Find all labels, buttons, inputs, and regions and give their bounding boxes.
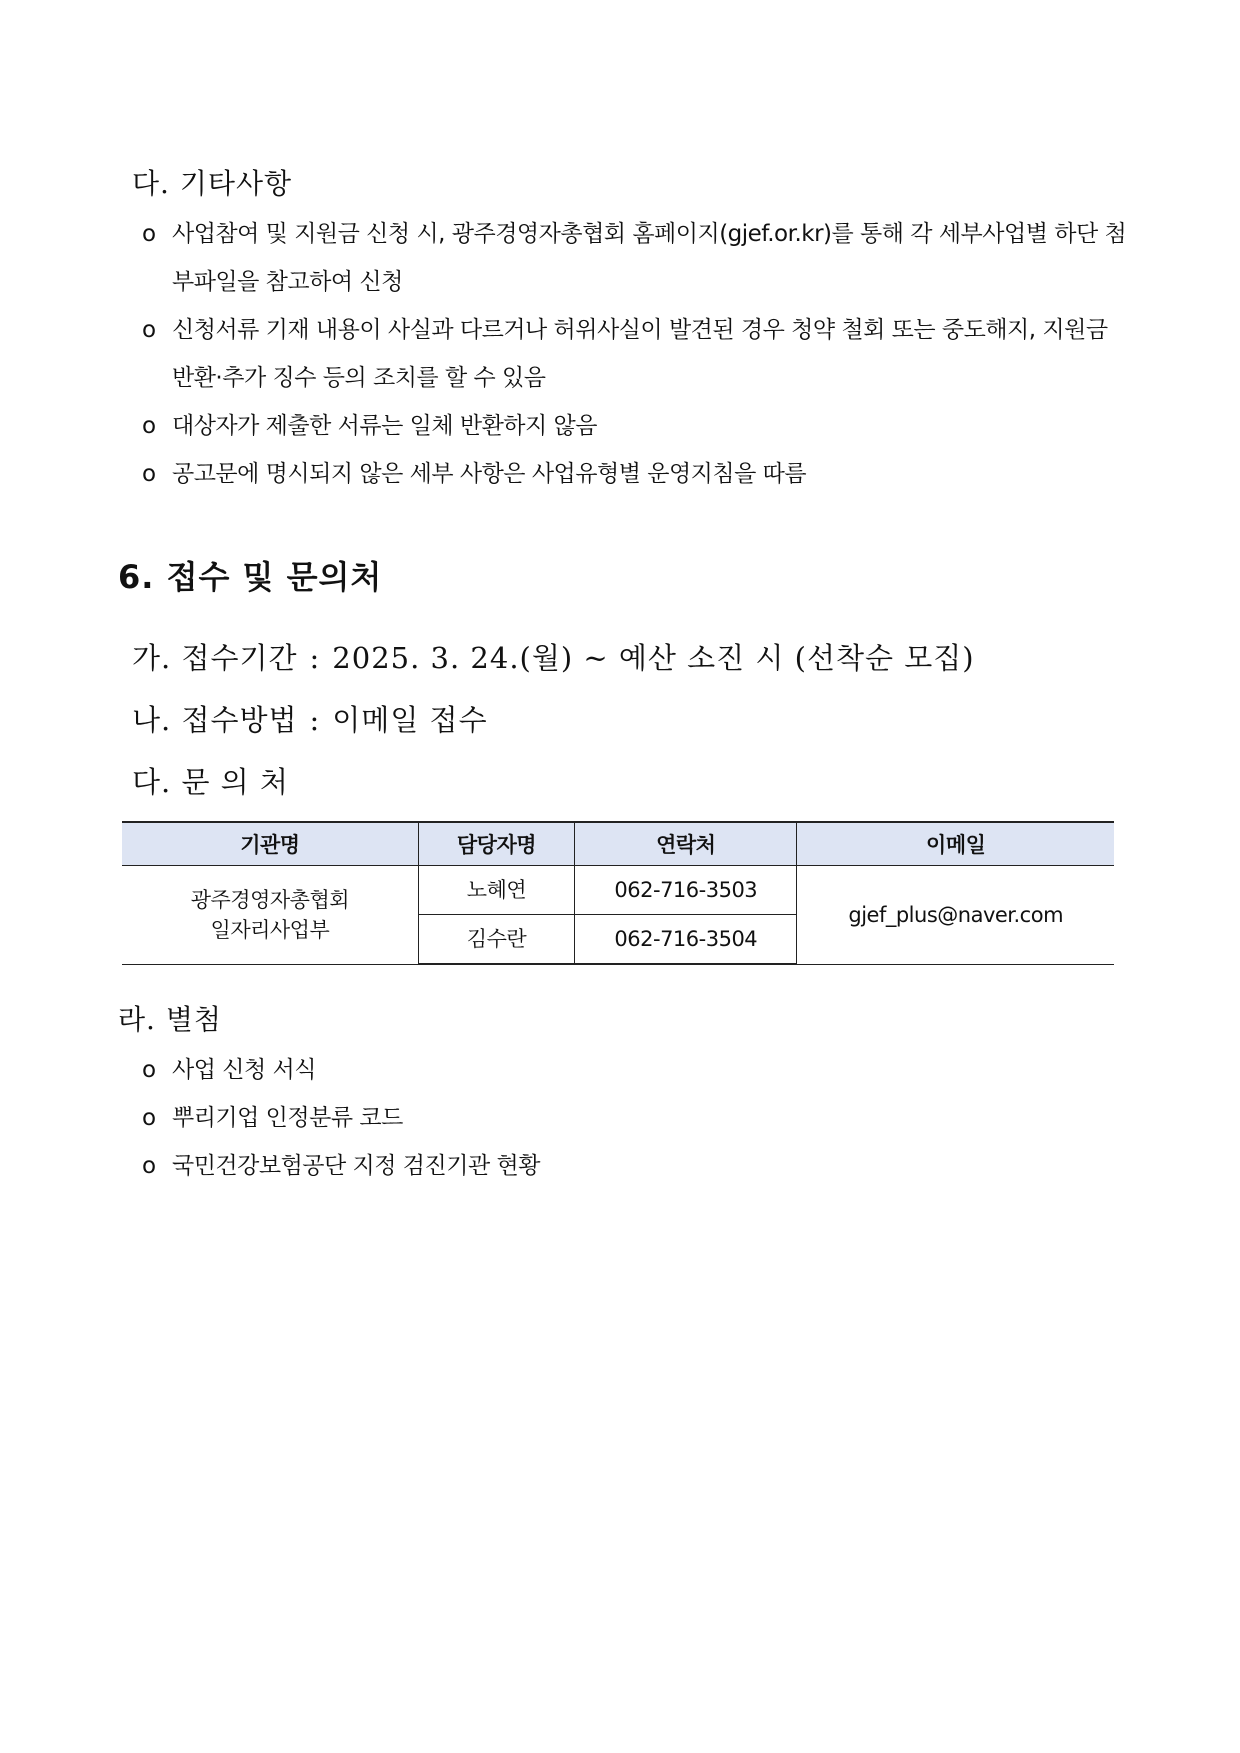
etc-item-text: 사업참여 및 지원금 신청 시, 광주경영자총협회 홈페이지(gjef.or.kr)를 통해 각 세부사업별 하단 첨부파일을 참고하여 신청 <box>172 221 1127 295</box>
header-email: 이메일 <box>797 822 1114 866</box>
org-department: 일자리사업부 <box>210 917 330 942</box>
bullet-mark: o <box>142 1057 156 1083</box>
bullet-mark: o <box>142 413 156 439</box>
etc-item-text: 공고문에 명시되지 않은 세부 사항은 사업유형별 운영지침을 따름 <box>172 461 807 487</box>
contact-heading: 다. 문 의 처 <box>132 765 289 799</box>
header-phone: 연락처 <box>575 822 797 866</box>
etc-item <box>142 306 1132 402</box>
etc-heading: 다. 기타사항 <box>132 167 293 200</box>
person-cell: 김수란 <box>418 915 574 965</box>
section-title: 6. 접수 및 문의처 <box>118 558 383 596</box>
contact-table <box>122 821 1114 965</box>
org-name: 광주경영자총협회 <box>190 887 350 912</box>
person-cell: 노혜연 <box>418 866 574 915</box>
bullet-mark: o <box>142 317 156 343</box>
bullet-mark: o <box>142 1153 156 1179</box>
attachments-heading: 라. 별첨 <box>118 1003 222 1036</box>
method-separator: : <box>309 703 321 737</box>
phone-cell: 062-716-3504 <box>575 915 797 965</box>
table-row <box>122 866 1114 915</box>
email-cell: gjef_plus@naver.com <box>797 866 1114 965</box>
bullet-mark: o <box>142 221 156 247</box>
etc-item-text: 대상자가 제출한 서류는 일체 반환하지 않음 <box>172 413 597 439</box>
etc-item <box>142 450 1132 498</box>
bullet-mark: o <box>142 1105 156 1131</box>
etc-item <box>142 402 1132 450</box>
etc-item-text: 신청서류 기재 내용이 사실과 다르거나 허위사실이 발견된 경우 청약 철회 또는 중도해지, 지원금 반환·추가 징수 등의 조치를 할 수 있음 <box>172 317 1108 391</box>
application-period <box>132 636 975 677</box>
period-label: 가. 접수기간 <box>132 641 298 675</box>
method-value: 이메일 접수 <box>332 703 488 737</box>
attachment-item <box>142 1142 1132 1190</box>
table-header-row <box>122 822 1114 866</box>
application-method <box>132 698 488 739</box>
attachment-item-text: 국민건강보험공단 지정 검진기관 현황 <box>172 1153 540 1179</box>
header-person: 담당자명 <box>418 822 574 866</box>
header-org: 기관명 <box>122 822 418 866</box>
phone-cell: 062-716-3503 <box>575 866 797 915</box>
etc-item <box>142 210 1132 306</box>
attachment-item <box>142 1094 1132 1142</box>
period-value: 2025. 3. 24.(월) ~ 예산 소진 시 (선착순 모집) <box>332 641 975 675</box>
org-cell <box>122 866 418 965</box>
attachment-item-text: 뿌리기업 인정분류 코드 <box>172 1105 403 1131</box>
attachment-item-text: 사업 신청 서식 <box>172 1057 316 1083</box>
bullet-mark: o <box>142 461 156 487</box>
period-separator: : <box>309 641 321 675</box>
method-label: 나. 접수방법 <box>132 703 298 737</box>
attachment-item <box>142 1046 1132 1094</box>
